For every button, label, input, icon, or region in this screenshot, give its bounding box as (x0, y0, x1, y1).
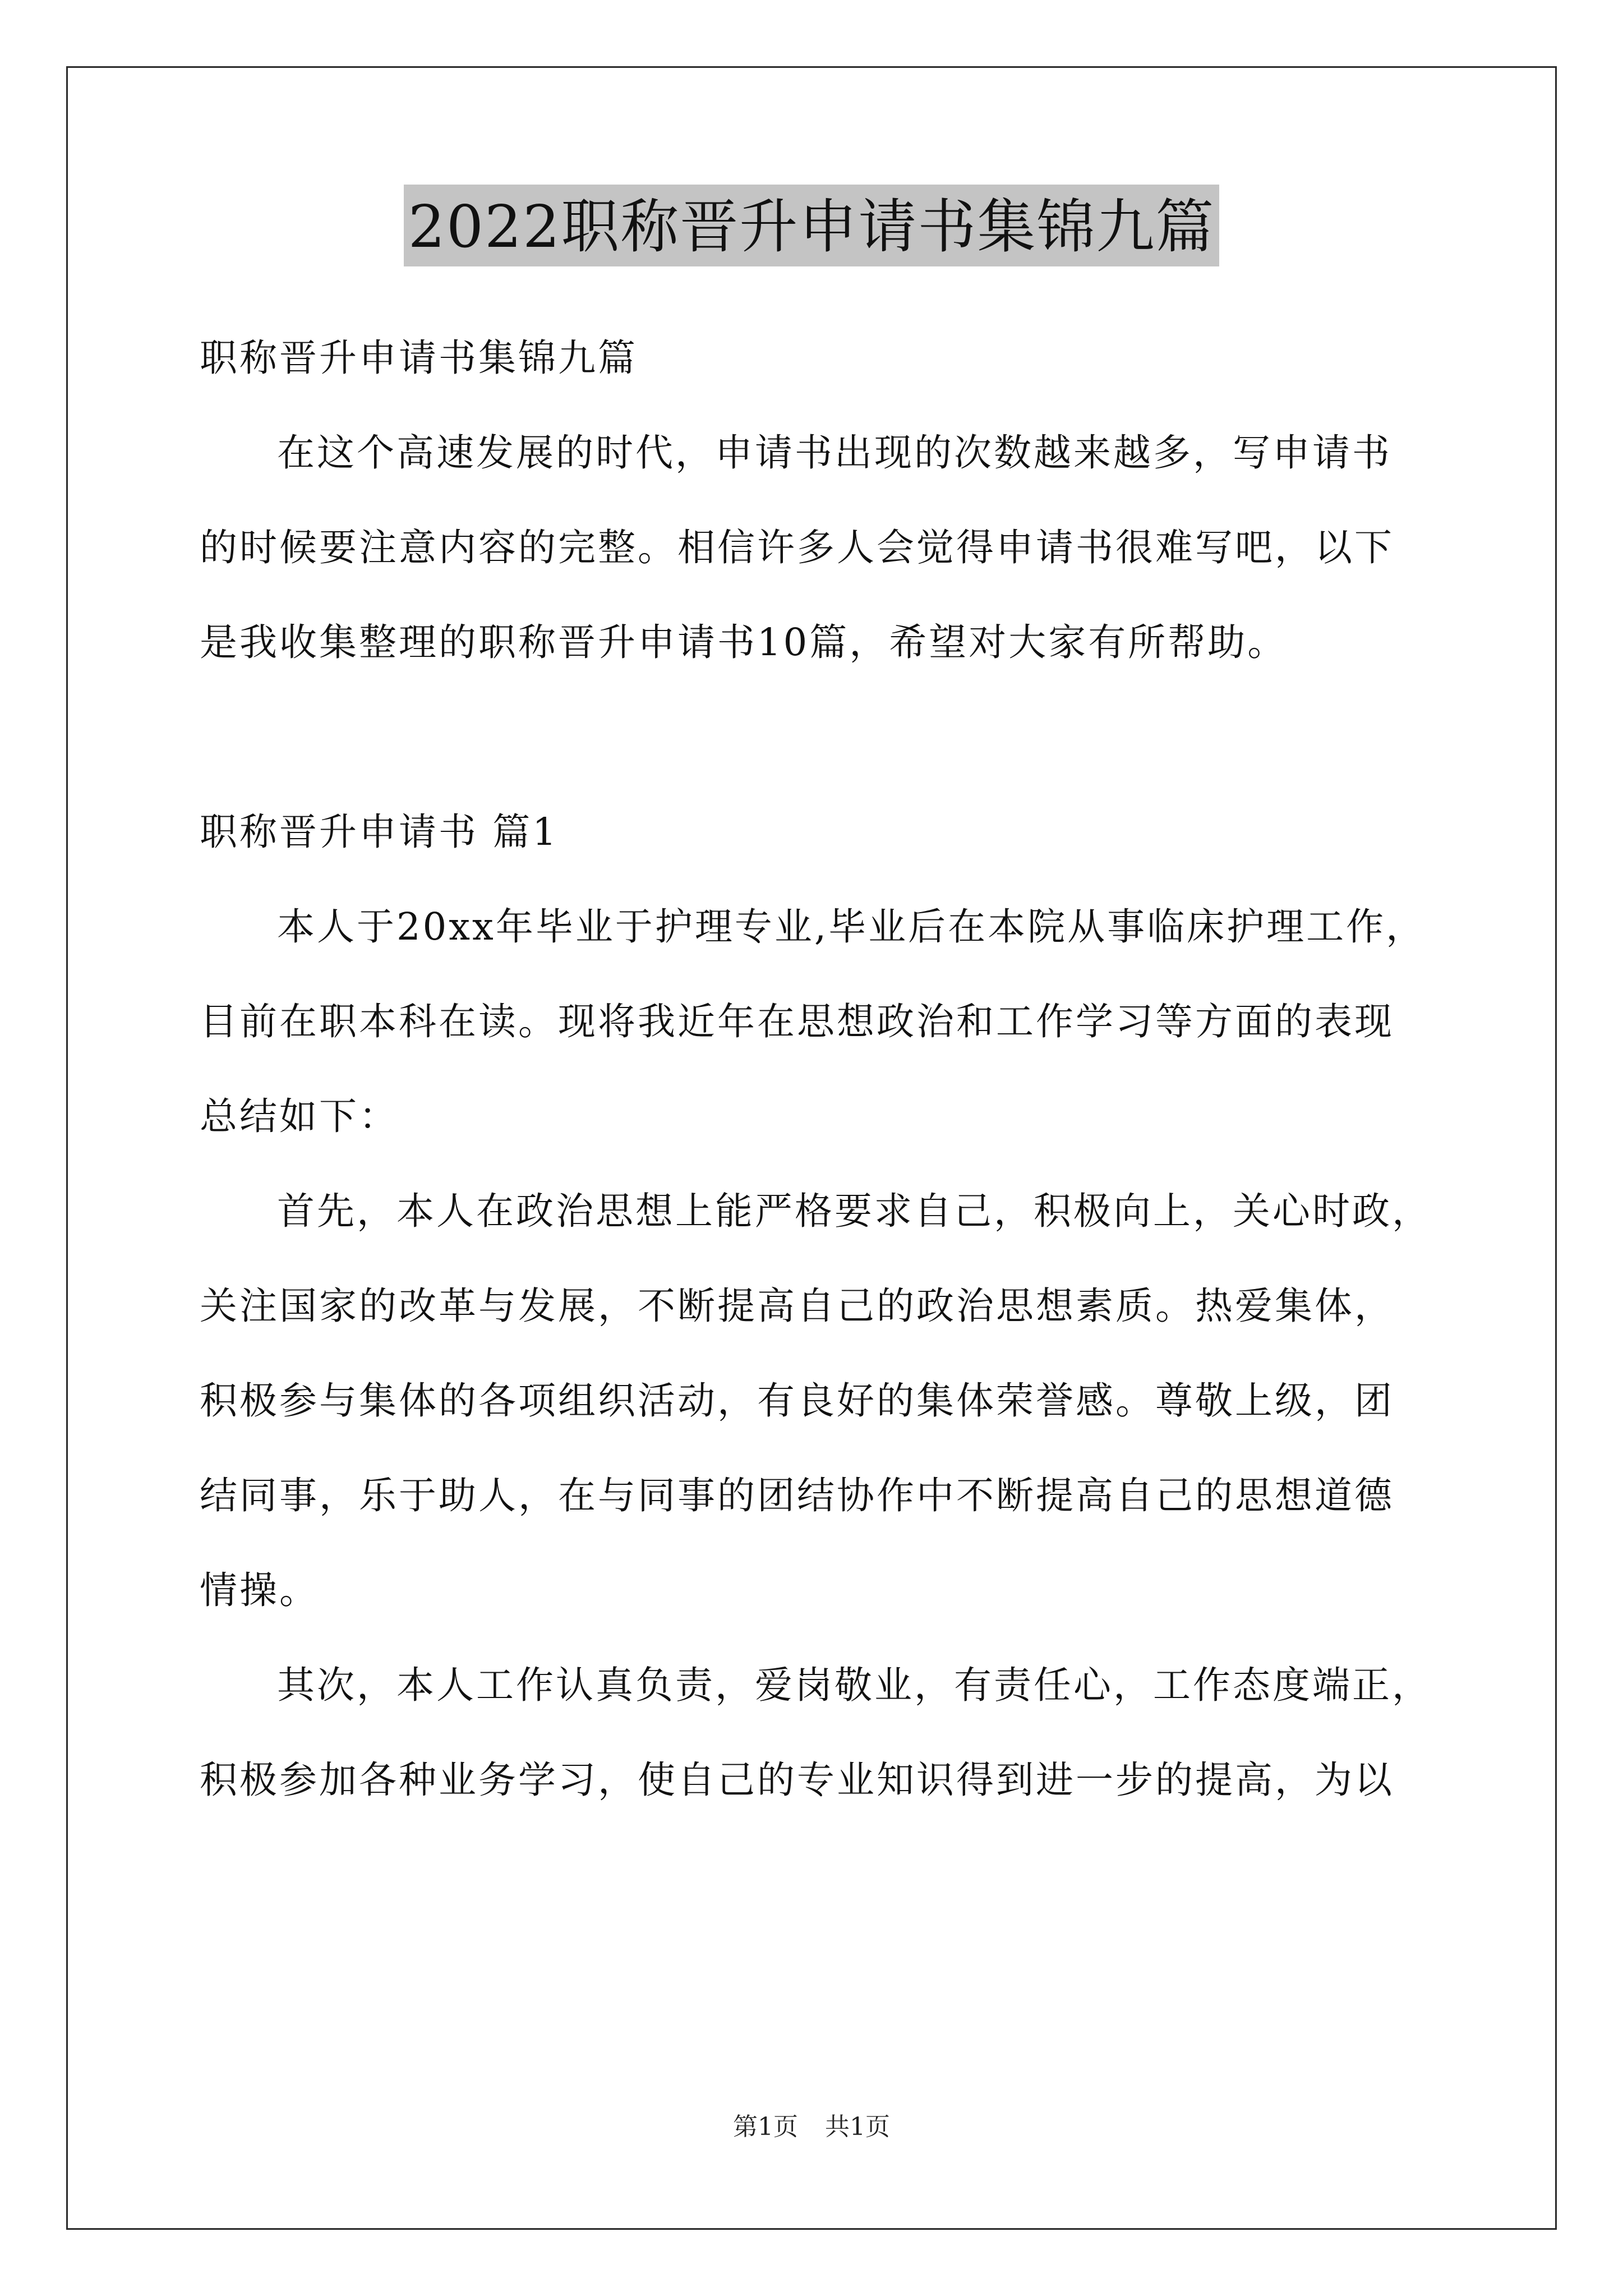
page-footer (0, 2106, 1623, 2142)
document-body (200, 311, 1433, 1828)
page-number-total: 共1页 (825, 2113, 890, 2141)
document-title-text: 2022职称晋升申请书集锦九篇 (404, 185, 1220, 266)
section-heading: 职称晋升申请书 篇1 (200, 810, 559, 854)
document-subtitle: 职称晋升申请书集锦九篇 (200, 336, 638, 380)
paragraph1-line-3: 总结如下： (200, 1094, 399, 1138)
paragraph2-line-3: 积极参与集体的各项组织活动，有良好的集体荣誉感。尊敬上级，团 (200, 1379, 1394, 1423)
paragraph2-line-4: 结同事，乐于助人，在与同事的团结协作中不断提高自己的思想道德 (200, 1474, 1394, 1517)
paragraph2-line-1: 首先，本人在政治思想上能严格要求自己，积极向上，关心时政， (277, 1189, 1432, 1233)
paragraph2-line-2: 关注国家的改革与发展，不断提高自己的政治思想素质。热爱集体， (200, 1284, 1394, 1328)
paragraph1-line-1: 本人于20xx年毕业于护理专业,毕业后在本院从事临床护理工作， (277, 905, 1426, 949)
paragraph3-line-2: 积极参加各种业务学习，使自己的专业知识得到进一步的提高，为以 (200, 1758, 1394, 1802)
intro-line-1: 在这个高速发展的时代，申请书出现的次数越来越多，写申请书 (277, 431, 1392, 475)
paragraph3-line-1: 其次，本人工作认真负责，爱岗敬业，有责任心，工作态度端正， (277, 1663, 1432, 1707)
document-title (0, 192, 1623, 261)
intro-line-2: 的时候要注意内容的完整。相信许多人会觉得申请书很难写吧，以下 (200, 526, 1394, 569)
paragraph1-line-2: 目前在职本科在读。现将我近年在思想政治和工作学习等方面的表现 (200, 1000, 1394, 1043)
intro-line-3: 是我收集整理的职称晋升申请书10篇，希望对大家有所帮助。 (200, 620, 1288, 664)
page-number-current: 第1页 (733, 2113, 798, 2141)
paragraph2-line-5: 情操。 (200, 1568, 319, 1612)
spacer (200, 690, 1433, 785)
